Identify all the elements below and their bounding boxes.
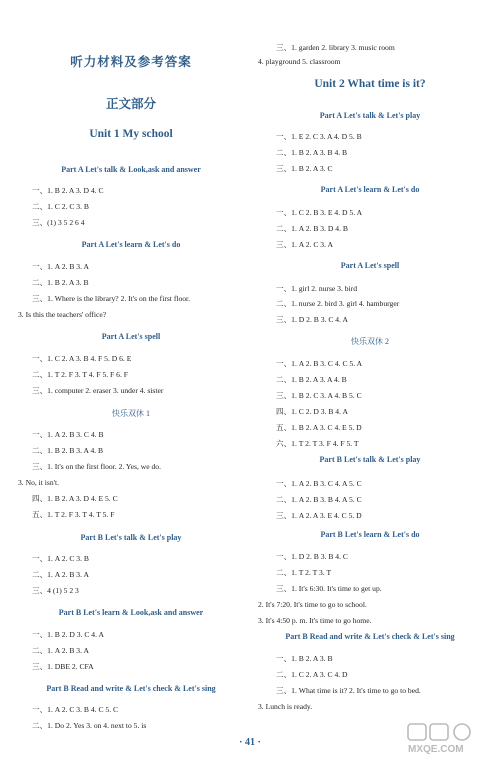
answer-line: 四、1. B 2. A 3. D 4. E 5. C bbox=[32, 494, 118, 503]
unit-2-title: Unit 2 What time is it? bbox=[314, 78, 426, 90]
answer-line: 一、1. C 2. A 3. B 4. F 5. D 6. E bbox=[32, 354, 132, 363]
section-heading: Part A Let's learn & Let's do bbox=[81, 240, 181, 249]
answer-line: 二、1. A 2. B 3. D 4. B bbox=[276, 224, 348, 233]
answer-line: 一、1. D 2. B 3. B 4. C bbox=[276, 552, 348, 561]
section-title: 正文部分 bbox=[105, 97, 156, 111]
answer-line: 4. playground 5. classroom bbox=[258, 57, 341, 66]
answer-line: 一、1. B 2. A 3. B bbox=[276, 654, 333, 663]
answer-line: 三、(1) 3 5 2 6 4 bbox=[32, 218, 85, 227]
answer-line: 三、1. computer 2. eraser 3. under 4. sister bbox=[32, 386, 164, 395]
answer-line: 三、1. It's 6:30. It's time to get up. bbox=[276, 584, 382, 593]
answer-line: 3. Lunch is ready. bbox=[258, 702, 313, 711]
answer-line: 三、1. D 2. B 3. C 4. A bbox=[276, 315, 348, 324]
answer-line: 二、1. C 2. A 3. C 4. D bbox=[276, 670, 348, 679]
section-heading: Part B Read and write & Let's check & Let's sing bbox=[46, 684, 216, 693]
watermark-logo bbox=[404, 722, 496, 756]
answer-line: 一、1. C 2. B 3. E 4. D 5. A bbox=[276, 208, 363, 217]
answer-line: 三、1. garden 2. library 3. music room bbox=[276, 43, 395, 52]
answer-line: 一、1. A 2. B 3. C 4. C 5. A bbox=[276, 359, 363, 368]
answer-line: 3. It's 4:50 p. m. It's time to go home. bbox=[258, 616, 372, 625]
section-heading: Part B Let's talk & Let's play bbox=[80, 533, 182, 542]
svg-text:MXQE.COM: MXQE.COM bbox=[408, 744, 464, 755]
answer-line: 四、1. C 2. D 3. B 4. A bbox=[276, 407, 348, 416]
answer-line: 二、1. B 2. A 3. B bbox=[32, 278, 89, 287]
answer-line: 三、1. DBE 2. CFA bbox=[32, 662, 94, 671]
answer-line: 二、1. T 2. T 3. T bbox=[276, 568, 332, 577]
answer-line: 五、1. T 2. F 3. T 4. T 5. F bbox=[32, 510, 115, 519]
section-heading: Part A Let's learn & Let's do bbox=[320, 185, 420, 194]
answer-line: 三、4 (1) 5 2 3 bbox=[32, 586, 79, 595]
answer-line: 二、1. T 2. F 3. T 4. F 5. F 6. F bbox=[32, 370, 129, 379]
section-heading: 快乐双休 1 bbox=[112, 409, 150, 418]
section-heading: Part B Let's learn & Let's do bbox=[320, 530, 420, 539]
section-heading: Part B Let's learn & Look,ask and answer bbox=[58, 608, 204, 617]
answer-line: 二、1. nurse 2. bird 3. girl 4. hamburger bbox=[276, 299, 400, 308]
answer-line: 三、1. Where is the library? 2. It's on the first floor. bbox=[32, 294, 191, 303]
unit-1-title: Unit 1 My school bbox=[89, 128, 173, 140]
section-heading: Part A Let's spell bbox=[101, 332, 161, 341]
answer-line: 六、1. T 2. T 3. F 4. F 5. T bbox=[276, 439, 359, 448]
answer-line: 三、1. B 2. C 3. A 4. B 5. C bbox=[276, 391, 362, 400]
answer-line: 一、1. B 2. A 3. D 4. C bbox=[32, 186, 104, 195]
answer-line: 二、1. B 2. B 3. A 4. B bbox=[32, 446, 104, 455]
answer-line: 三、1. What time is it? 2. It's time to go to bed. bbox=[276, 686, 421, 695]
answer-line: 二、1. A 2. B 3. A bbox=[32, 646, 89, 655]
answer-line: 一、1. E 2. C 3. A 4. D 5. B bbox=[276, 132, 362, 141]
answer-line: 二、1. Do 2. Yes 3. on 4. next to 5. is bbox=[32, 721, 147, 730]
answer-line: 3. Is this the teachers' office? bbox=[18, 310, 107, 319]
answer-line: 三、1. It's on the first floor. 2. Yes, we do. bbox=[32, 462, 161, 471]
section-heading: Part A Let's talk & Let's play bbox=[319, 111, 421, 120]
section-heading: 快乐双休 2 bbox=[351, 337, 389, 346]
answer-line: 二、1. C 2. C 3. B bbox=[32, 202, 89, 211]
answer-line: 一、1. A 2. B 3. A bbox=[32, 262, 89, 271]
answer-line: 五、1. B 2. A 3. C 4. E 5. D bbox=[276, 423, 362, 432]
answer-line: 三、1. A 2. A 3. E 4. C 5. D bbox=[276, 511, 362, 520]
section-heading: Part A Let's spell bbox=[340, 261, 400, 270]
page-number: · 41 · bbox=[239, 737, 261, 748]
answer-line: 一、1. girl 2. nurse 3. bird bbox=[276, 284, 357, 293]
answer-line: 二、1. A 2. B 3. B 4. A 5. C bbox=[276, 495, 362, 504]
section-heading: Part A Let's talk & Look,ask and answer bbox=[61, 165, 201, 174]
answer-line: 二、1. B 2. A 3. A 4. B bbox=[276, 375, 347, 384]
answer-line: 三、1. A 2. C 3. A bbox=[276, 240, 333, 249]
page-title: 听力材料及参考答案 bbox=[70, 55, 192, 69]
answer-line: 一、1. A 2. C 3. B 4. C 5. C bbox=[32, 705, 119, 714]
answer-line: 一、1. A 2. B 3. C 4. B bbox=[32, 430, 104, 439]
answer-line: 一、1. A 2. C 3. B bbox=[32, 554, 89, 563]
answer-line: 三、1. B 2. A 3. C bbox=[276, 164, 333, 173]
answer-line: 3. No, it isn't. bbox=[18, 478, 60, 487]
answer-line: 二、1. B 2. A 3. B 4. B bbox=[276, 148, 348, 157]
answer-line: 一、1. A 2. B 3. C 4. A 5. C bbox=[276, 479, 362, 488]
section-heading: Part B Let's talk & Let's play bbox=[319, 455, 421, 464]
answer-line: 2. It's 7:20. It's time to go to school. bbox=[258, 600, 367, 609]
section-heading: Part B Read and write & Let's check & Let's sing bbox=[285, 632, 455, 641]
answer-line: 二、1. A 2. B 3. A bbox=[32, 570, 89, 579]
answer-line: 一、1. B 2. D 3. C 4. A bbox=[32, 630, 104, 639]
